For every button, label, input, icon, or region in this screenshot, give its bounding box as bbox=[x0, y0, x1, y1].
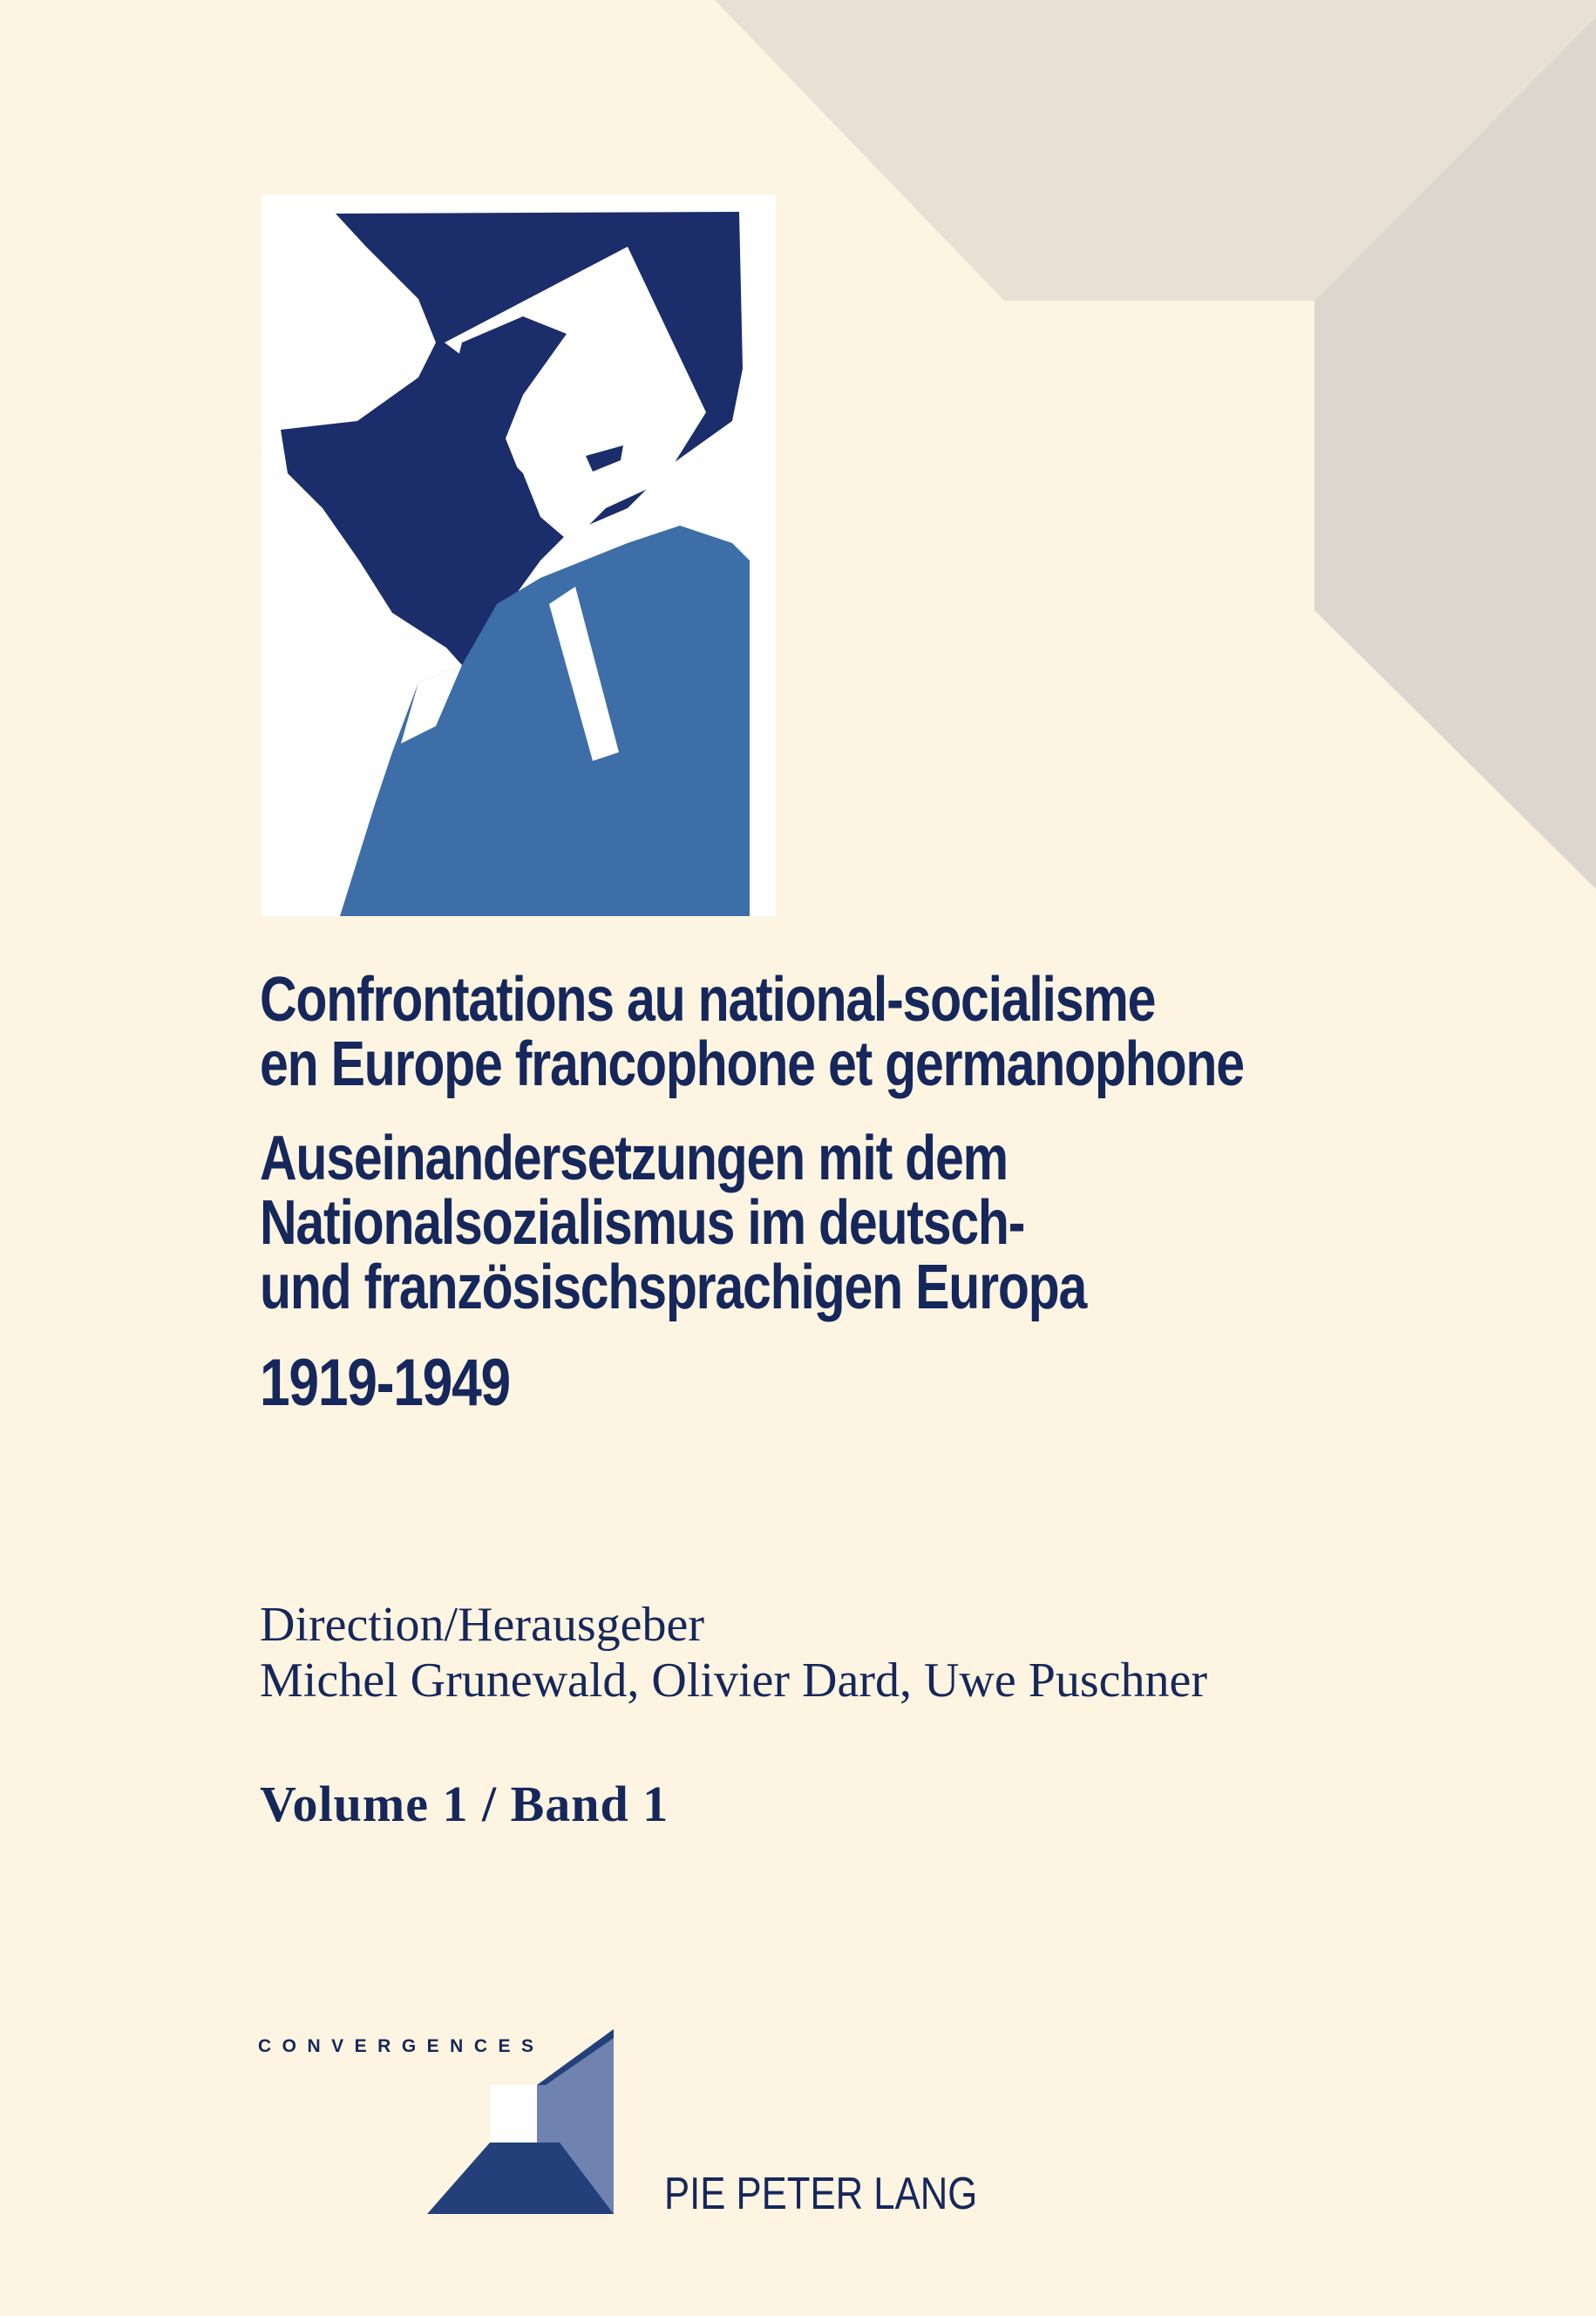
publisher-name: PIE PETER LANG bbox=[664, 2169, 978, 2219]
series-name: CONVERGENCES bbox=[258, 2036, 545, 2056]
editors-names: Michel Grunewald, Olivier Dard, Uwe Puschner bbox=[260, 1654, 1208, 1708]
title-fr-line: Confrontations au national-socialisme bbox=[260, 965, 1156, 1035]
title-de-line: und französischsprachigen Europa bbox=[260, 1253, 1087, 1322]
title-years: 1919-1949 bbox=[260, 1346, 510, 1420]
title-fr-line: en Europe francophone et germanophone bbox=[260, 1029, 1244, 1099]
series-logo bbox=[427, 2029, 619, 2221]
title-german bbox=[260, 1126, 1480, 1320]
title-block bbox=[260, 965, 1480, 1420]
editors-label: Direction/Herausgeber bbox=[260, 1598, 704, 1652]
title-de-line: Nationalsozialismus im deutsch- bbox=[260, 1188, 1025, 1258]
logo-white-square bbox=[490, 2085, 537, 2143]
title-de-line: Auseinandersetzungen mit dem bbox=[260, 1124, 1008, 1193]
cover-artwork bbox=[261, 194, 776, 916]
volume-label: Volume 1 / Band 1 bbox=[260, 1776, 669, 1832]
title-french bbox=[260, 965, 1480, 1099]
editors-block bbox=[260, 1597, 1207, 1708]
